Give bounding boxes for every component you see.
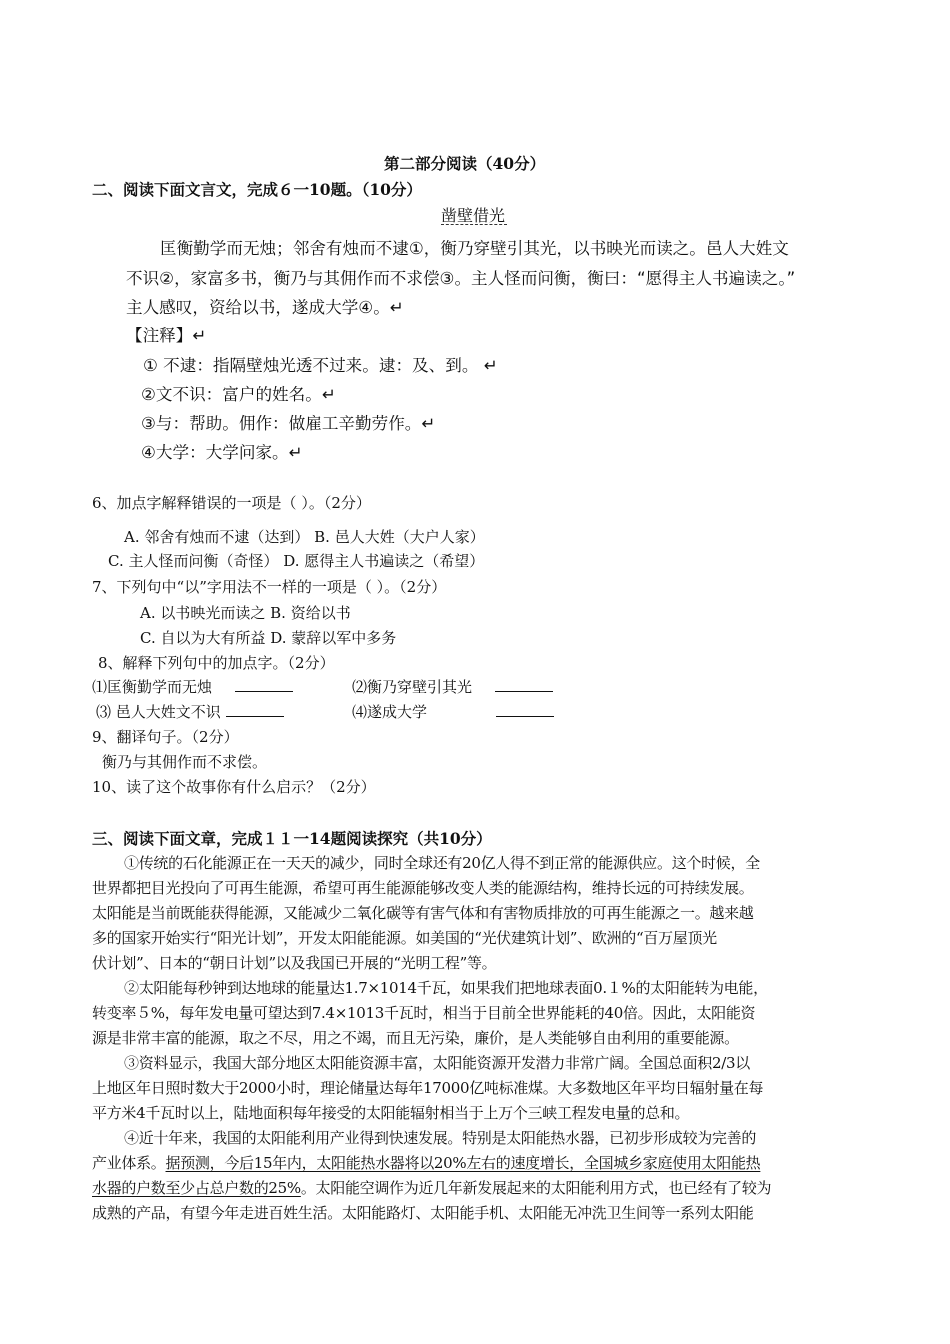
q8-item-4-text: ⑷遂成大学 (352, 703, 428, 721)
article-p3-line-3: 平方米4千瓦时以上，陆地面积每年接受的太阳能辐射相当于上万个三峡工程发电量的总和。 (92, 1104, 690, 1122)
q8-item-2 (352, 676, 553, 697)
section2-heading: 二、阅读下面文言文，完成６一10题。（10分） (92, 180, 422, 199)
q8-answer-blank-3[interactable] (226, 702, 284, 717)
q8-item-2-text: ⑵衡乃穿壁引其光 (352, 678, 473, 696)
q8-item-1-text: ⑴匡衡勤学而无烛 (92, 678, 213, 696)
q9-stem: 9、翻译句子。（2分） (92, 728, 239, 746)
q8-item-4 (352, 701, 554, 722)
article-p4-underlined-sentence-part-2: 水器的户数至少占总户数的25% (92, 1179, 301, 1197)
story-title-underline (441, 224, 507, 225)
article-p4-line-2 (92, 1152, 760, 1173)
article-p3-line-1: ③资料显示，我国大部分地区太阳能资源丰富，太阳能资源开发潜力非常广阔。全国总面积2/3以 (124, 1054, 750, 1072)
story-title: 凿壁借光 (441, 206, 506, 225)
q8-answer-blank-2[interactable] (495, 677, 553, 692)
article-p1-line-3: 太阳能是当前既能获得能源，又能减少二氧化碳等有害气体和有害物质排放的可再生能源之一。越来越 (92, 904, 754, 922)
note-1: ① 不逮：指隔壁烛光透不过来。逮：及、到。 ↵ (143, 356, 498, 375)
q8-stem: 8、解释下列句中的加点字。（2分） (98, 654, 335, 672)
q8-answer-blank-1[interactable] (235, 677, 293, 692)
passage-line-3: 主人感叹，资给以书，遂成大学④。↵ (126, 298, 404, 317)
q8-item-1 (92, 676, 293, 697)
q7-option-cd: C. 自以为大有所益 D. 蒙辞以军中多务 (140, 629, 397, 647)
article-p4-line-2-plain: 产业体系。 (92, 1154, 166, 1172)
article-p1-line-5: 伏计划”、日本的“朝日计划”以及我国已开展的“光明工程”等。 (92, 954, 497, 972)
q8-item-3 (96, 701, 284, 722)
article-p2-line-1: ②太阳能每秒钟到达地球的能量达1.7×1014千瓦，如果我们把地球表面0.１%的太阳能转为电能， (124, 979, 768, 997)
article-p1-line-2: 世界都把目光投向了可再生能源，希望可再生能源能够改变人类的能源结构，维持长远的可持续发展。 (92, 879, 754, 897)
article-p1-line-4: 多的国家开始实行“阳光计划”，开发太阳能能源。如美国的“光伏建筑计划”、欧洲的“百万屋顶光 (92, 929, 717, 947)
q8-answer-blank-4[interactable] (496, 702, 554, 717)
q6-option-cd: C. 主人怪而问衡（奇怪） D. 愿得主人书遍读之（希望） (108, 552, 485, 570)
note-4: ④大学：大学问家。↵ (141, 443, 303, 462)
q8-item-3-text: ⑶ 邑人大姓文不识 (96, 703, 221, 721)
passage-line-1: 匡衡勤学而无烛；邻舍有烛而不逮①，衡乃穿壁引其光，以书映光而读之。邑人大姓文 (160, 239, 789, 258)
article-p4-line-3 (92, 1177, 771, 1198)
section3-heading: 三、阅读下面文章，完成１１一14题阅读探究（共10分） (92, 829, 492, 848)
q10-stem: 10、读了这个故事你有什么启示？（2分） (92, 778, 376, 796)
passage-line-2: 不识②，家富多书，衡乃与其佣作而不求偿③。主人怪而问衡，衡曰：“愿得主人书遍读之。” (126, 269, 796, 288)
article-p4-line-4: 成熟的产品，有望今年走进百姓生活。太阳能路灯、太阳能手机、太阳能无冲洗卫生间等一系列太阳能 (92, 1204, 754, 1222)
article-p2-line-2: 转变率５%，每年发电量可望达到7.4×1013千瓦时，相当于目前全世界能耗的40倍。因此，太阳能资 (92, 1004, 756, 1022)
q9-sentence: 衡乃与其佣作而不求偿。 (102, 753, 268, 771)
article-p4-line-3-rest: 。太阳能空调作为近几年新发展起来的太阳能利用方式，也已经有了较为 (300, 1179, 772, 1197)
article-p2-line-3: 源是非常丰富的能源，取之不尽，用之不竭，而且无污染，廉价，是人类能够自由利用的重要能源。 (92, 1029, 739, 1047)
q7-stem: 7、下列句中“以”字用法不一样的一项是（ ）。（2分） (92, 578, 447, 596)
notes-label: 【注释】↵ (126, 326, 207, 345)
article-p3-line-2: 上地区年日照时数大于2000小时，理论储量达每年17000亿吨标准煤。大多数地区年平均日辐射量在每 (92, 1079, 764, 1097)
article-p1-line-1: ①传统的石化能源正在一天天的减少，同时全球还有20亿人得不到正常的能源供应。这个时候，全 (124, 854, 760, 872)
note-3: ③与：帮助。佣作：做雇工辛勤劳作。↵ (141, 414, 436, 433)
note-2: ②文不识：富户的姓名。↵ (141, 385, 336, 404)
part-title: 第二部分阅读（40分） (384, 154, 546, 173)
q6-stem: 6、加点字解释错误的一项是（ ）。（2分） (92, 494, 371, 512)
article-p4-underlined-sentence-part-1: 据预测，今后15年内，太阳能热水器将以20%左右的速度增长，全国城乡家庭使用太阳能热 (165, 1154, 761, 1172)
q7-option-ab: A. 以书映光而读之 B. 资给以书 (140, 604, 351, 622)
article-p4-line-1: ④近十年来，我国的太阳能利用产业得到快速发展。特别是太阳能热水器，已初步形成较为完善的 (124, 1129, 757, 1147)
q6-option-ab: A. 邻舍有烛而不逮（达到） B. 邑人大姓（大户人家） (124, 528, 485, 546)
